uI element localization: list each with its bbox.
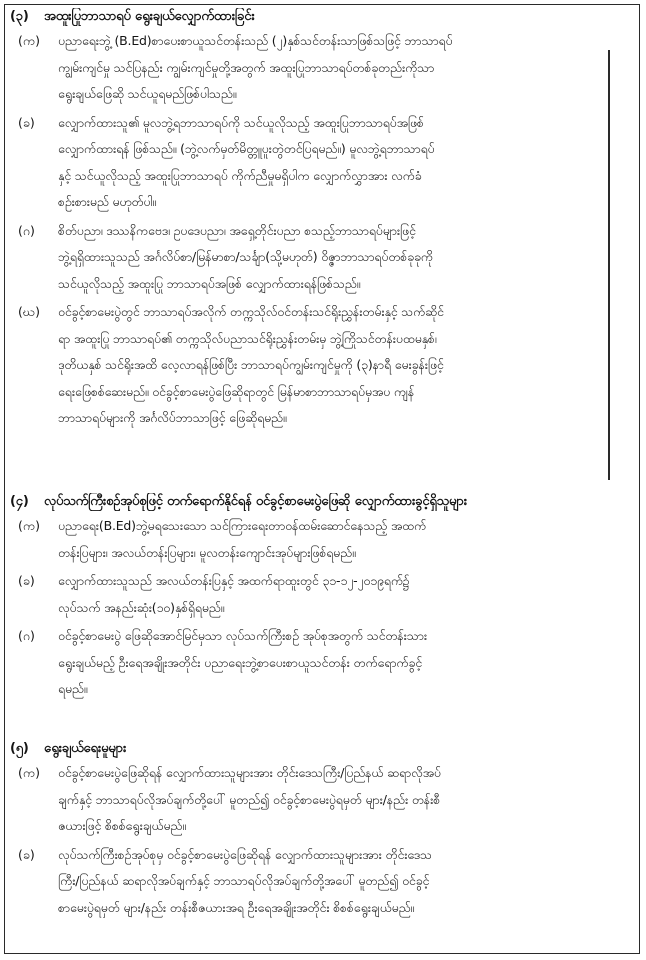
list-item [10, 842, 640, 922]
list-item [10, 218, 640, 298]
section-title: ရွေးချယ်ရေးမူများ [44, 741, 127, 756]
item-label: (က) [18, 765, 40, 780]
item-text [58, 28, 640, 108]
text-line: ဝင်ခွင့်စာမေးပွဲဖြေဆိုရန် လျှောက်ထားသူများအား တိုင်းဒေသကြီး/ပြည်နယ် ဆရာလိုအပ် [58, 765, 441, 780]
text-line: ဇယားဖြင့် စိစစ်ရွေးချယ်မည်။ [58, 818, 186, 833]
section-heading [10, 8, 640, 26]
text-line: ဘာသာရပ်များကို အင်္ဂလိပ်ဘာသာဖြင့် ဖြေဆိုရမည်။ [58, 410, 287, 425]
text-line: စဉ်းစားမည် မဟုတ်ပါ။ [58, 194, 157, 209]
item-text [58, 110, 640, 216]
text-line: ရမည်။ [58, 681, 88, 696]
item-label: (က) [18, 518, 40, 533]
section [10, 493, 640, 703]
item-text [58, 568, 640, 621]
item-text [58, 218, 640, 298]
text-line: လျှောက်ထားသူသည် အလယ်တန်းပြနှင့် အထက်ရာထူးတွင် ၃၁-၁၂-၂၀၁၉ရက်၌ [58, 573, 410, 588]
list-item [10, 513, 640, 566]
item-label: (ဂ) [18, 628, 35, 643]
text-line: လျှောက်ထားရန် ဖြစ်သည်။ (ဘွဲ့လက်မှတ်မိတ္တူပူးတွဲတင်ပြရမည်။) မူလဘွဲ့ရဘာသာရပ် [58, 141, 435, 156]
section-number: (၅) [10, 741, 29, 756]
text-line: ရာ အထူးပြု ဘာသာရပ်၏ တက္ကသိုလ်ပညာသင်ရိုးညွှန်းတမ်းမှ ဘွဲ့ကြိုသင်တန်းပထမနှစ်၊ [58, 330, 437, 346]
item-label: (ဃ) [18, 304, 40, 319]
list-item [10, 110, 640, 216]
text-line: ဘွဲ့ရရှိထားသူသည် အင်္ဂလိပ်စာ/မြန်မာစာ/သင်္ချာ(သို့မဟုတ်) ဝိဇ္ဇာဘာသာရပ်တစ်ခုခုကို [58, 249, 433, 264]
item-label: (ခ) [18, 114, 35, 130]
text-line: ရွေးချယ်ဖြေဆို သင်ယူရမည်ဖြစ်ပါသည်။ [58, 86, 237, 101]
text-line: ရေးဖြေစစ်ဆေးမည်။ ဝင်ခွင့်စာမေးပွဲဖြေဆိုရာတွင် မြန်မာစာဘာသာရပ်မှအပ ကျန် [58, 383, 415, 399]
item-text [58, 623, 640, 703]
list-item [10, 760, 640, 840]
item-text [58, 842, 640, 922]
section-number: (၃) [10, 9, 29, 24]
section [10, 740, 640, 921]
text-line: ချက်နှင့် ဘာသာရပ်လိုအပ်ချက်တို့ပေါ် မူတည်၍ ဝင်ခွင့်စာမေးပွဲရမှတ် များ/နည်း တန်းစီ [58, 791, 441, 807]
item-label: (ခ) [18, 846, 35, 862]
text-line: စာမေးပွဲရမှတ် များ/နည်း တန်းစီဇယားအရ ဦးရေအချိုးအတိုင်း စိစစ်ရွေးချယ်မည်။ [58, 899, 415, 915]
text-line: ဝင်ခွင့်စာမေးပွဲ ဖြေဆိုအောင်မြင်မှသာ လုပ်သက်ကြီးစဉ် အုပ်စုအတွက် သင်တန်းသား [58, 628, 427, 643]
text-line: ကြီး/ပြည်နယ် ဆရာလိုအပ်ချက်နှင့် ဘာသာရပ်လိုအပ်ချက်တို့အပေါ် မူတည်၍ ဝင်ခွင့် [58, 873, 430, 888]
section-title: အထူးပြုဘာသာရပ် ရွေးချယ်လျှောက်ထားခြင်း [44, 9, 255, 24]
text-line: လျှောက်ထားသူ၏ မူလဘွဲ့ရဘာသာရပ်ကို သင်ယူလိုသည့် အထူးပြုဘာသာရပ်အဖြစ် [58, 114, 424, 130]
list-item [10, 568, 640, 621]
item-label: (က) [18, 33, 40, 48]
list-item [10, 299, 640, 432]
text-line: လုပ်သက်ကြီးစဉ်အုပ်စုမှ ဝင်ခွင့်စာမေးပွဲဖြေဆိုရန် လျှောက်ထားသူများအား တိုင်းဒေသ [58, 846, 432, 862]
item-label: (ဂ) [18, 222, 35, 238]
text-line: နှင့် သင်ယူလိုသည့် အထူးပြုဘာသာရပ် ကိုက်ညီမှုမရှိပါက လျှောက်လွှာအား လက်ခံ [58, 167, 422, 183]
text-line: စိတ်ပညာ၊ ဒဿနိကဗေဒ၊ ဥပဒေပညာ၊ အရှေ့တိုင်းပညာ စသည့်ဘာသာရပ်များဖြင့် [58, 222, 416, 238]
item-text [58, 299, 640, 432]
section-heading [10, 740, 640, 758]
section-heading [10, 493, 640, 511]
list-item [10, 28, 640, 108]
item-label: (ခ) [18, 573, 35, 588]
text-line: ဝင်ခွင့်စာမေးပွဲတွင် ဘာသာရပ်အလိုက် တက္ကသိုလ်ဝင်တန်းသင်ရိုးညွှန်းတမ်းနှင့် သက်ဆိုင် [58, 304, 444, 319]
text-line: ရွေးချယ်မည့် ဦးရေအချိုးအတိုင်း ပညာရေးဘွဲ့စာပေးစာယူသင်တန်း တက်ရောက်ခွင့် [58, 654, 422, 670]
section [10, 8, 640, 432]
text-line: တန်းပြများ၊ အလယ်တန်းပြများ၊ မူလတန်းကျောင်းအုပ်များဖြစ်ရမည်။ [58, 544, 356, 560]
text-line: ကျွမ်းကျင်မှု သင်ပြနည်း ကျွမ်းကျင်မှုတို့အတွက် အထူးပြုဘာသာရပ်တစ်ခုတည်းကိုသာ [58, 59, 435, 75]
text-line: သင်ယူလိုသည့် အထူးပြု ဘာသာရပ်အဖြစ် လျှောက်ထားရန်ဖြစ်သည်။ [58, 275, 361, 291]
list-item [10, 623, 640, 703]
text-line: ပညာရေးဘွဲ့ (B.Ed)စာပေးစာယူသင်တန်းသည် (၂)နှစ်သင်တန်းသာဖြစ်သဖြင့် ဘာသာရပ် [58, 33, 453, 48]
section-title: လုပ်သက်ကြီးစဉ်အုပ်စုဖြင့် တက်ရောက်နိုင်ရန် ဝင်ခွင့်စာမေးပွဲဖြေဆို လျှောက်ထားခွင့်ရှိသူများ [44, 494, 467, 509]
text-line: ပညာရေး(B.Ed)ဘွဲ့မရသေးသော သင်ကြားရေးတာဝန်ထမ်းဆောင်နေသည့် အထက် [58, 518, 427, 533]
item-text [58, 760, 640, 840]
text-line: လုပ်သက် အနည်းဆုံး(၁၀)နှစ်ရှိရမည်။ [58, 599, 225, 615]
item-text [58, 513, 640, 566]
text-line: ဒုတိယနှစ် သင်ရိုးအထိ လေ့လာရန်ဖြစ်ပြီး ဘာသာရပ်ကျွမ်းကျင်မှုကို (၃)နာရီ မေးခွန်းဖြင့် [58, 357, 444, 372]
section-number: (၄) [10, 494, 29, 509]
